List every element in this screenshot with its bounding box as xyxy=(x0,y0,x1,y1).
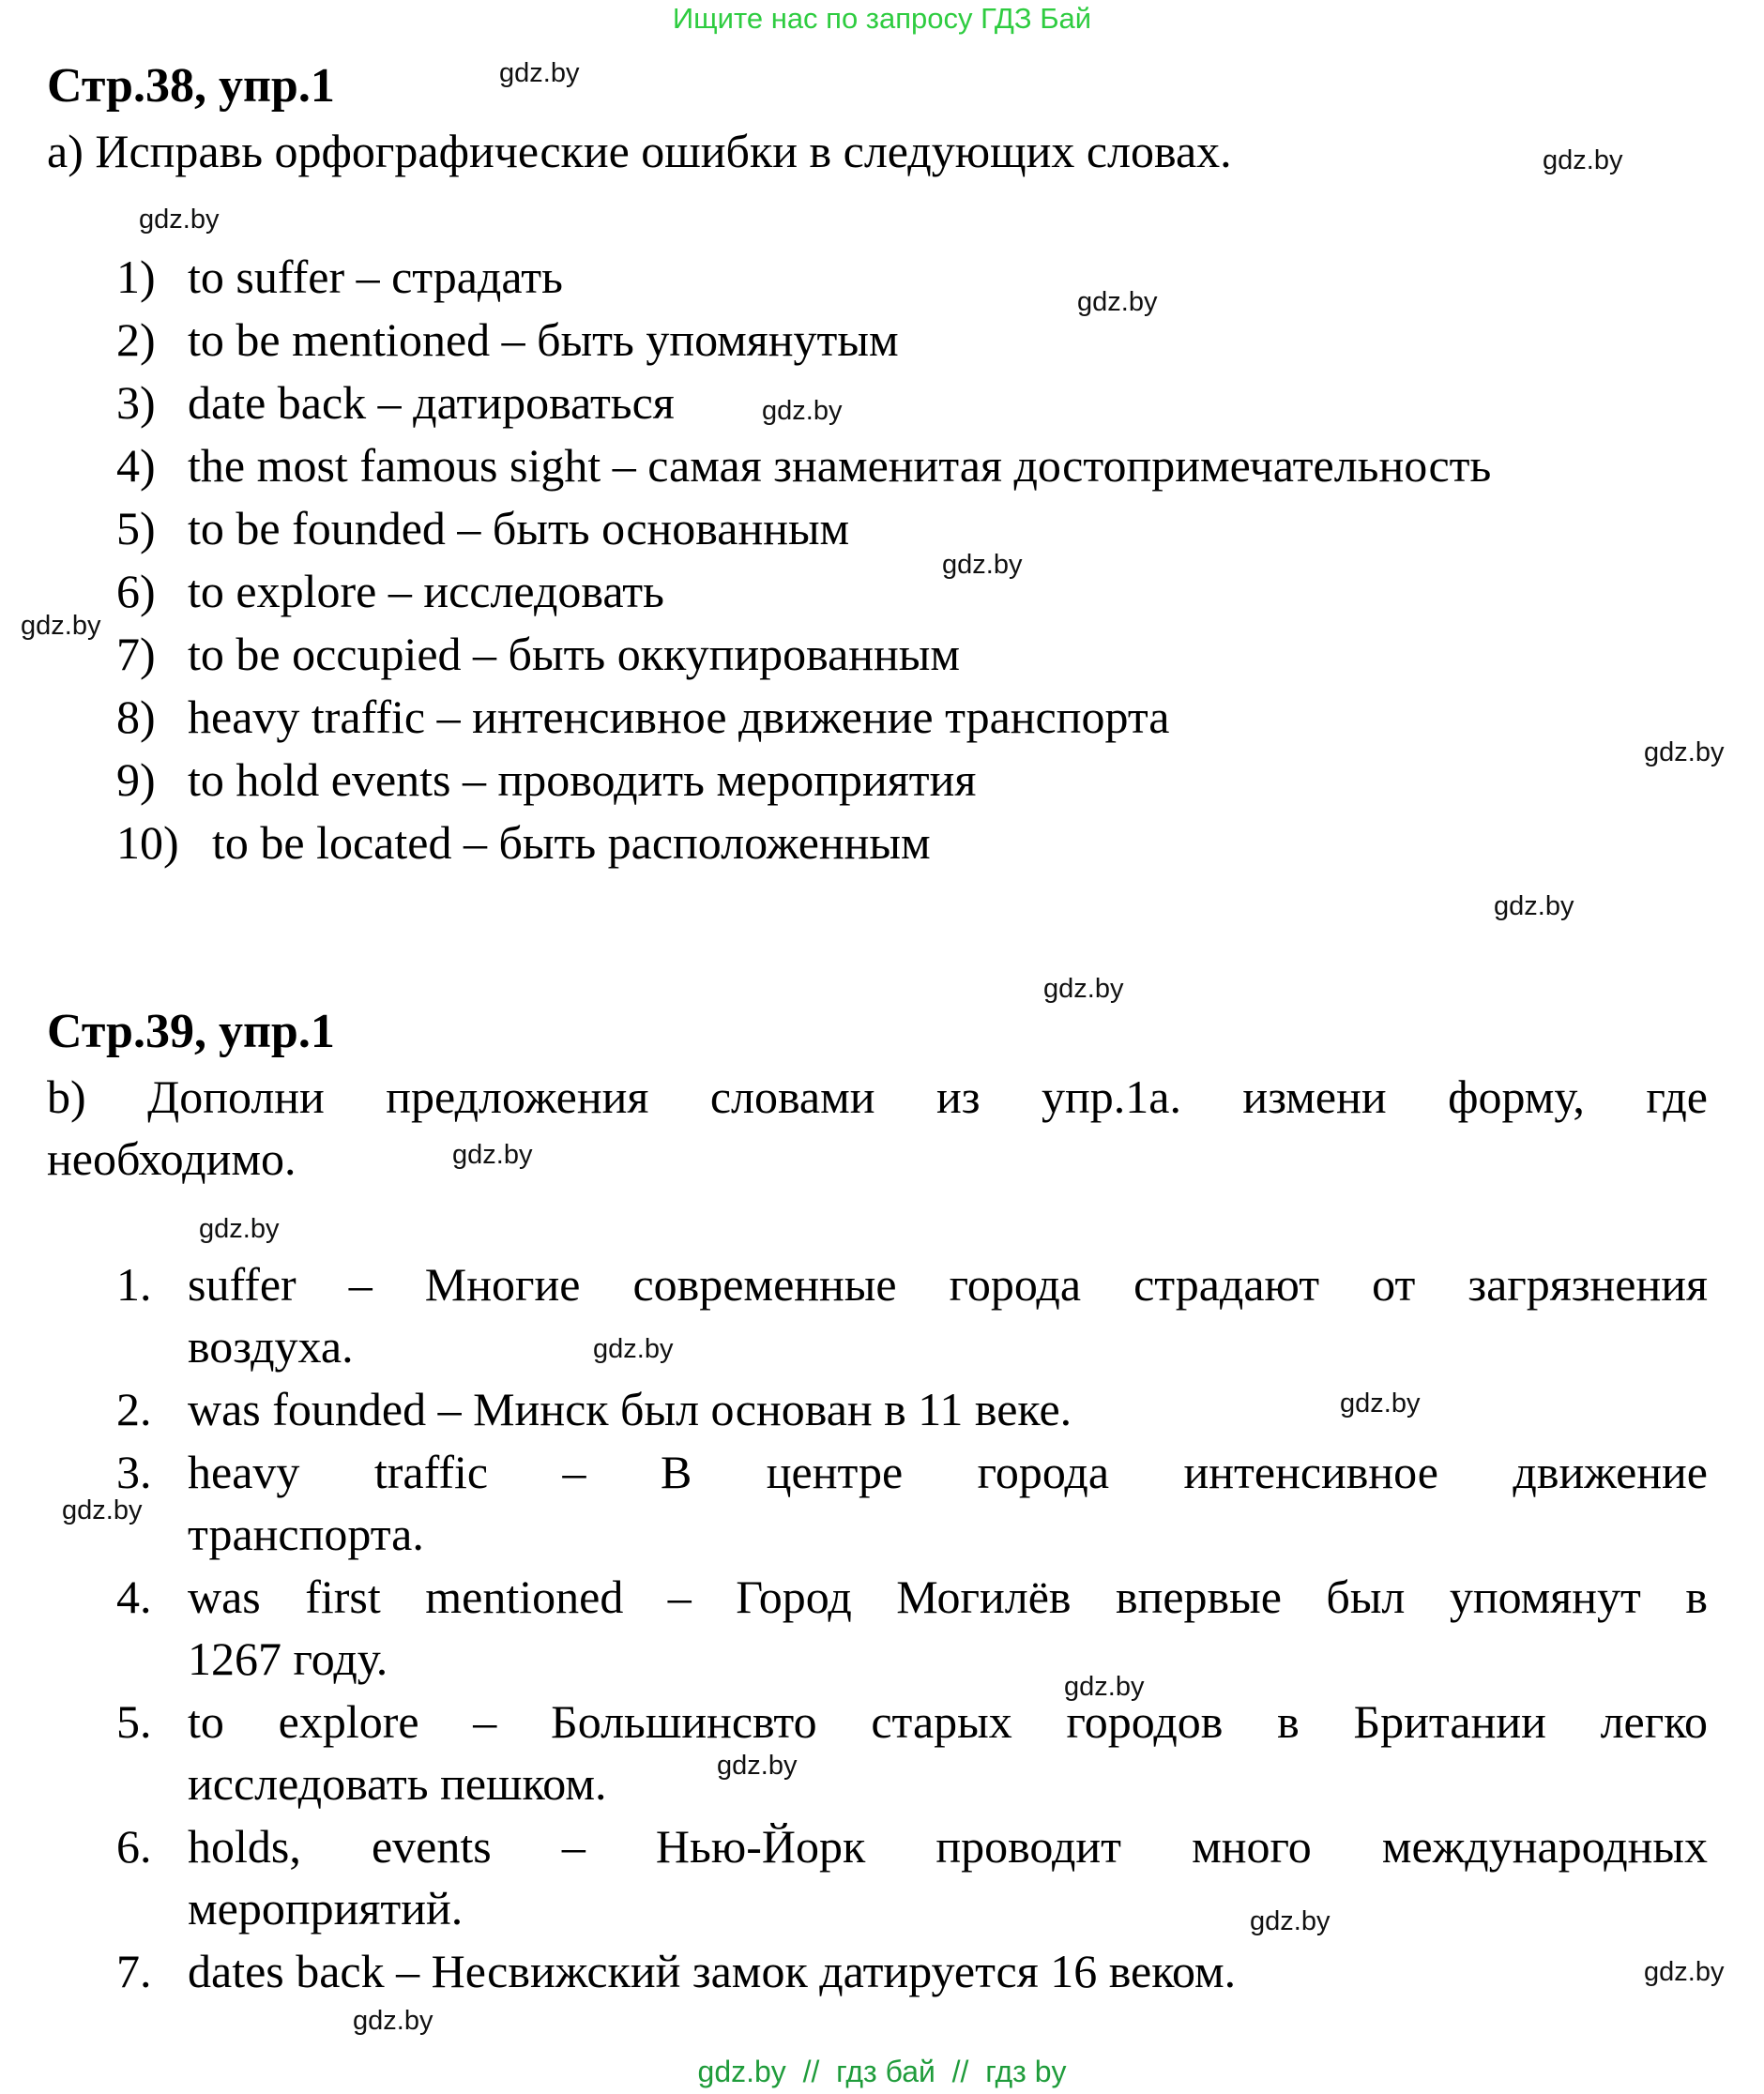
list-item-number: 8) xyxy=(116,690,156,743)
list-item-number: 4) xyxy=(116,439,156,492)
watermark: gdz.by xyxy=(1340,1388,1421,1419)
watermark: gdz.by xyxy=(62,1495,143,1525)
list-item: to be occupied – быть оккупированным xyxy=(188,628,961,680)
watermark: gdz.by xyxy=(762,396,843,426)
watermark: gdz.by xyxy=(942,550,1023,580)
list-item-number: 4. xyxy=(116,1570,152,1623)
list-item-number: 10) xyxy=(116,816,179,869)
list-item: to hold events – проводить мероприятия xyxy=(188,753,977,806)
list-item-number: 7) xyxy=(116,628,156,680)
list-item-number: 5) xyxy=(116,502,156,554)
list-item: holds, events – Нью-Йорк проводит много международных xyxy=(188,1820,1708,1873)
list-item-continuation: мероприятий. xyxy=(188,1882,464,1935)
list-item: suffer – Многие современные города страдают от загрязнения xyxy=(188,1258,1708,1311)
list-item: to be mentioned – быть упомянутым xyxy=(188,313,899,366)
list-item-continuation: транспорта. xyxy=(188,1508,424,1560)
list-item-number: 1) xyxy=(116,250,156,303)
list-item-number: 2) xyxy=(116,313,156,366)
watermark: gdz.by xyxy=(717,1751,798,1781)
watermark: gdz.by xyxy=(1250,1906,1331,1936)
watermark: gdz.by xyxy=(1543,145,1623,175)
list-item-continuation: исследовать пешком. xyxy=(188,1757,607,1810)
list-item-number: 5. xyxy=(116,1695,152,1748)
watermark: gdz.by xyxy=(353,2006,433,2036)
section2-instruction-line2: необходимо. xyxy=(47,1132,297,1185)
top-banner[interactable]: Ищите нас по запросу ГДЗ Бай xyxy=(672,2,1092,35)
section1-heading: Стр.38, упр.1 xyxy=(47,59,335,113)
watermark: gdz.by xyxy=(593,1334,674,1364)
list-item-continuation: воздуха. xyxy=(188,1320,354,1373)
list-item: to explore – Большинсвто старых городов в Британии легко xyxy=(188,1695,1708,1748)
section2-instruction-line1: b) Дополни предложения словами из упр.1а. измени форму, где xyxy=(47,1070,1708,1123)
list-item-continuation: 1267 году. xyxy=(188,1632,388,1685)
watermark: gdz.by xyxy=(21,611,101,641)
list-item-number: 6) xyxy=(116,565,156,617)
list-item-number: 3. xyxy=(116,1446,152,1498)
bottom-banner[interactable]: gdz.by // гдз бай // гдз by xyxy=(697,2055,1067,2088)
section1-instruction: а) Исправь орфографические ошибки в следующих словах. xyxy=(47,125,1232,177)
watermark: gdz.by xyxy=(1077,287,1158,317)
list-item: heavy traffic – интенсивное движение транспорта xyxy=(188,690,1170,743)
list-item: was first mentioned – Город Могилёв впервые был упомянут в xyxy=(188,1570,1708,1623)
watermark: gdz.by xyxy=(1064,1672,1145,1702)
section2-heading: Стр.39, упр.1 xyxy=(47,1005,335,1058)
list-item-number: 1. xyxy=(116,1258,152,1311)
watermark: gdz.by xyxy=(1494,891,1574,921)
watermark: gdz.by xyxy=(139,205,220,235)
watermark: gdz.by xyxy=(1644,737,1725,767)
watermark: gdz.by xyxy=(452,1140,533,1170)
watermark: gdz.by xyxy=(499,58,580,88)
list-item-number: 2. xyxy=(116,1383,152,1435)
list-item: was founded – Минск был основан в 11 веке. xyxy=(188,1383,1072,1435)
list-item: to suffer – страдать xyxy=(188,250,563,303)
list-item: heavy traffic – В центре города интенсивное движение xyxy=(188,1446,1708,1498)
list-item-number: 3) xyxy=(116,376,156,429)
list-item-number: 9) xyxy=(116,753,156,806)
list-item: to be founded – быть основанным xyxy=(188,502,850,554)
list-item: dates back – Несвижский замок датируется 16 веком. xyxy=(188,1945,1237,1997)
list-item: date back – датироваться xyxy=(188,376,675,429)
list-item: to explore – исследовать xyxy=(188,565,664,617)
list-item: the most famous sight – самая знаменитая достопримечательность xyxy=(188,439,1492,492)
list-item-number: 6. xyxy=(116,1820,152,1873)
list-item: to be located – быть расположенным xyxy=(212,816,931,869)
watermark: gdz.by xyxy=(1043,974,1124,1004)
watermark: gdz.by xyxy=(199,1214,280,1244)
list-item-number: 7. xyxy=(116,1945,152,1997)
watermark: gdz.by xyxy=(1644,1957,1725,1987)
